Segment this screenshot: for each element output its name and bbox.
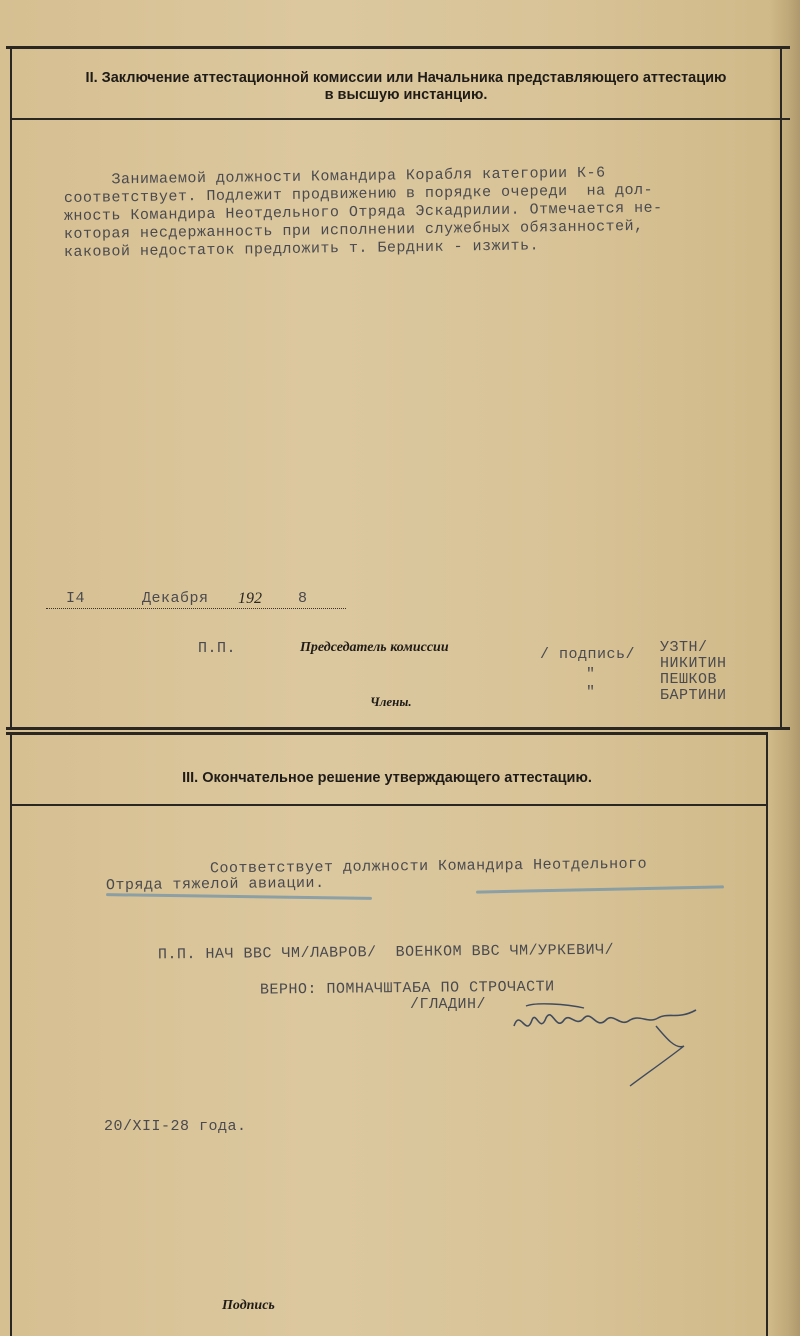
certified-true-line: ВЕРНО: ПОМНАЧШТАБА ПО СТРОЧАСТИ: [259, 978, 555, 999]
bottom-rule: [6, 727, 790, 730]
top-rule: [6, 732, 768, 735]
header-rule: [10, 804, 768, 806]
member-name: БАРТИНИ: [660, 687, 727, 704]
member-name: НИКИТИН: [660, 655, 727, 672]
members-label: Члены.: [370, 694, 412, 709]
section-2-title: [46, 70, 766, 104]
right-rule: [780, 46, 782, 730]
section-2-title-line-1: II. Заключение аттестационной комиссии или Начальника представляющего аттестацию: [85, 70, 727, 86]
chairman-label: Председатель комиссии: [300, 640, 449, 655]
date-day: I4: [66, 590, 86, 607]
member-name: УЗТН/: [660, 639, 708, 656]
approval-signatories: П.П. НАЧ ВВС ЧМ/ЛАВРОВ/ ВОЕНКОМ ВВС ЧМ/УРКЕВИЧ/: [157, 941, 615, 964]
right-rule: [766, 732, 768, 1336]
conclusion-line: которая несдержанность при исполнении служебных обязанностей,: [63, 217, 644, 243]
conclusion-line: жность Командира Неотдельного Отряда Эскадрилии. Отмечается не-: [63, 199, 663, 225]
header-rule: [10, 118, 790, 120]
decision-line-2: Отряда тяжелой авиации.: [105, 874, 325, 895]
section-2-box: [6, 46, 790, 730]
left-rule: [10, 732, 12, 1336]
left-rule: [10, 46, 12, 730]
date-month: Декабря: [142, 590, 209, 607]
handwritten-signature-icon: [506, 998, 706, 1088]
date-year-prefix: 192: [238, 590, 262, 607]
pp-mark: П.П.: [198, 640, 237, 657]
decision-line-1: Соответствует должности Командира Неотдельного: [209, 855, 648, 878]
conclusion-line: соответствует. Подлежит продвижению в порядке очереди на дол-: [63, 181, 654, 207]
date-year-suffix: 8: [298, 590, 308, 607]
section-3-title: III. Окончательное решение утверждающего аттестацию.: [182, 770, 592, 786]
section-2-conclusion-text: [63, 164, 764, 262]
ditto-mark: ": [586, 684, 596, 701]
conclusion-line: Занимаемой должности Командира Корабля категории К-6: [63, 164, 606, 189]
commission-date: [46, 590, 346, 612]
signature-placeholder: / подпись/: [540, 646, 636, 663]
date-dotted-line: [46, 608, 346, 609]
commission-member-names: [660, 640, 727, 704]
ditto-mark: ": [586, 666, 596, 683]
conclusion-line: каковой недостаток предложить т. Бердник - изжить.: [63, 237, 540, 261]
signature-label: Подпись: [222, 1298, 275, 1313]
decision-date: 20/XII-28 года.: [104, 1118, 247, 1135]
top-rule: [6, 46, 790, 49]
certifier-name: /ГЛАДИН/: [410, 996, 487, 1013]
section-2-title-line-2: в высшую инстанцию.: [324, 87, 488, 103]
member-name: ПЕШКОВ: [660, 671, 718, 688]
